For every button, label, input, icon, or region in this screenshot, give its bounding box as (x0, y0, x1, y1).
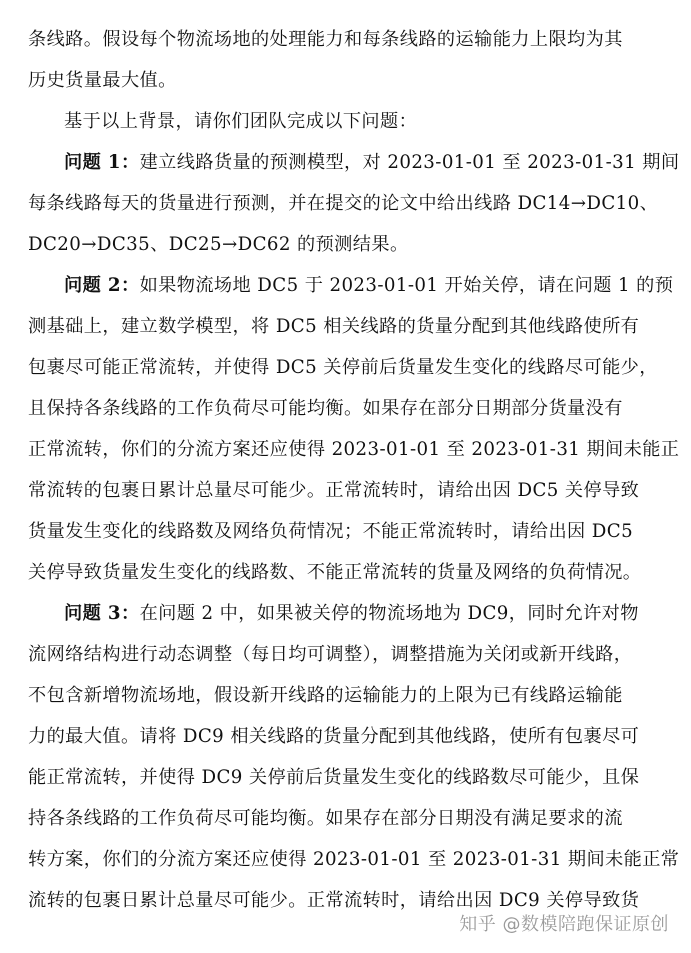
text-line: 包裹尽可能正常流转，并使得 DC5 关停前后货量发生变化的线路尽可能少， (28, 357, 658, 378)
text-line: 货量发生变化的线路数及网络负荷情况；不能正常流转时，请给出因 DC5 (28, 521, 634, 542)
text-line: 不包含新增物流场地，假设新开线路的运输能力的上限为已有线路运输能 (28, 685, 623, 706)
zhihu-watermark: 知乎 @数模陪跑保证原创 (459, 914, 669, 935)
question-3-paragraph-start (64, 602, 664, 626)
question-1-label: 问题 1： (64, 152, 140, 173)
text-line: DC20→DC35、DC25→DC62 的预测结果。 (28, 234, 409, 255)
text-line: 建立线路货量的预测模型，对 2023-01-01 至 2023-01-31 期间 (139, 152, 680, 173)
text-line: 常流转的包裹日累计总量尽可能少。正常流转时，请给出因 DC5 关停导致 (28, 480, 640, 501)
text-line: 如果物流场地 DC5 于 2023-01-01 开始关停，请在问题 1 的预 (139, 275, 674, 296)
text-line: 在问题 2 中，如果被关停的物流场地为 DC9，同时允许对物 (139, 603, 639, 624)
text-line: 流转的包裹日累计总量尽可能少。正常流转时，请给出因 DC9 关停导致货 (28, 890, 640, 911)
text-line: 每条线路每天的货量进行预测，并在提交的论文中给出线路 DC14→DC10、 (28, 193, 659, 214)
text-line: 正常流转，你们的分流方案还应使得 2023-01-01 至 2023-01-31 期间未能正 (28, 439, 680, 460)
text-line: 能正常流转，并使得 DC9 关停前后货量发生变化的线路数尽可能少，且保 (28, 767, 640, 788)
question-1-paragraph-start (64, 151, 680, 175)
text-line: 流网络结构进行动态调整（每日均可调整），调整措施为关闭或新开线路， (28, 644, 633, 665)
question-2-paragraph-start (64, 274, 674, 298)
text-line: 历史货量最大值。 (28, 70, 177, 91)
text-line: 持各条线路的工作负荷尽可能均衡。如果存在部分日期没有满足要求的流 (28, 808, 623, 829)
text-line: 测基础上，建立数学模型，将 DC5 相关线路的货量分配到其他线路使所有 (28, 316, 640, 337)
text-line: 且保持各条线路的工作负荷尽可能均衡。如果存在部分日期部分货量没有 (28, 398, 623, 419)
text-line: 转方案，你们的分流方案还应使得 2023-01-01 至 2023-01-31 期间未能正常 (28, 849, 680, 870)
text-line: 条线路。假设每个物流场地的处理能力和每条线路的运输能力上限均为其 (28, 29, 623, 50)
text-line: 关停导致货量发生变化的线路数、不能正常流转的货量及网络的负荷情况。 (28, 562, 642, 583)
text-line: 基于以上背景，请你们团队完成以下问题： (64, 111, 418, 132)
question-2-label: 问题 2： (64, 275, 140, 296)
text-line: 力的最大值。请将 DC9 相关线路的货量分配到其他线路，使所有包裹尽可 (28, 726, 640, 747)
question-3-label: 问题 3： (64, 603, 140, 624)
